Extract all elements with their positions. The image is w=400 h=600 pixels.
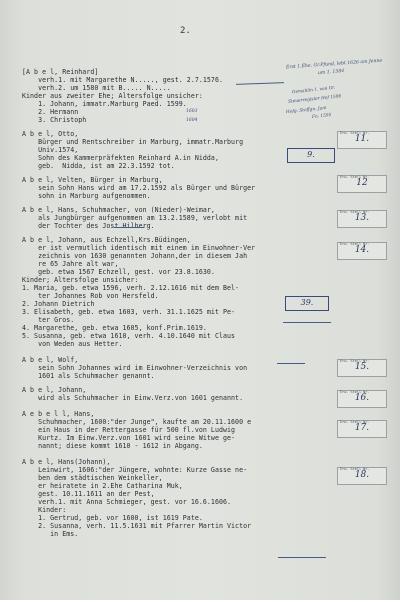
text-line: zeichnis von 1630 genannten Johann,der in diesem Jah [22, 252, 248, 260]
text-line: A e b e l l, Hans, [22, 410, 95, 418]
margin-number: 14. [354, 245, 370, 255]
text-line: gest. 10.11.1611 an der Pest, [22, 490, 155, 498]
margin-number-box [337, 210, 387, 228]
text-line: A b e l, Wolf, [22, 356, 79, 364]
margin-number-box [337, 242, 387, 260]
text-line: Bürger und Rentschreiber in Marburg, immatr.Marburg [22, 138, 244, 146]
text-line: Sohn des Kammerpräfekten Reinhard A.in Nidda, [22, 154, 219, 162]
margin-box-label: Erw. Stell Nr. [340, 467, 370, 471]
text-line: Schuhmacher, 1600:"der Junge", kaufte am 20.11.1600 e [22, 418, 252, 426]
handwritten-note: Erst 1.Ehe. Gr.Pfund, lebt 1626 am Jenne [285, 58, 383, 71]
margin-box-label: Erw. Stell Nr. [340, 390, 370, 394]
handwritten-note: um 1. 1584 [317, 68, 345, 77]
margin-box-label: Erw. Stell Nr. [340, 359, 370, 363]
text-line: der Tochter des Jost Hilberg. [22, 222, 155, 230]
handwritten-mark: 1603 [186, 109, 198, 114]
text-line: 3. Christoph [22, 116, 87, 124]
text-line: ein Haus in der Rettergasse für 500 fl.von Ludwig [22, 426, 236, 434]
text-line: Kinder aus zweiter Ehe; Altersfolge unsicher: [22, 92, 203, 100]
text-line: A b e l, Velten, Bürger in Marburg, [22, 176, 163, 184]
text-line: 1. Johann, immatr.Marburg Paed. 1599. [22, 100, 187, 108]
reference-box [287, 148, 335, 163]
text-line: Kinder: [22, 506, 67, 514]
handwritten-note: Fn. 1595 [311, 112, 332, 121]
margin-box-label: Erw. Stell Nr. [340, 420, 370, 424]
margin-number: 13. [354, 213, 370, 223]
text-line: nannt; diese kommt 1610 - 1612 in Abgang. [22, 442, 203, 450]
text-line: geb. Nidda, ist am 22.3.1592 tot. [22, 162, 175, 170]
text-line: A b e l, Hans(Johann), [22, 458, 111, 466]
text-line: ter Johannes Rob von Hersfeld. [22, 292, 159, 300]
text-line: A b e l, Johann, aus Echzell,Krs.Büdingen, [22, 236, 191, 244]
text-line: als Jungbürger aufgenommen am 13.2.1589, verlobt mit [22, 214, 248, 222]
margin-number-box [337, 390, 387, 408]
text-line: verh.1. mit Margarethe N....., gest. 2.7.1576. [22, 76, 223, 84]
margin-number: 17. [354, 423, 370, 433]
text-line: 4. Margarethe, geb. etwa 1605, konf.Prim.1619. [22, 324, 207, 332]
margin-number: 11. [354, 134, 370, 144]
text-line: [A b e l, Reinhard] [22, 68, 99, 76]
text-line: Univ.1574, [22, 146, 79, 154]
text-line: ben dem städtischen Weinkeller, [22, 474, 163, 482]
text-line: ter Gros. [22, 316, 75, 324]
reference-number: 39. [300, 298, 314, 307]
handwritten-underline [236, 82, 284, 85]
handwritten-underline [278, 557, 326, 558]
text-line: Kurtz. Im Einw.Verz.von 1601 wird seine Witwe ge- [22, 434, 236, 442]
margin-number: 18. [354, 470, 370, 480]
margin-number-box [337, 467, 387, 485]
text-line: re 65 Jahre alt war, [22, 260, 119, 268]
text-line: sein Sohn Johannes wird im Einwohner-Verzeichnis von [22, 364, 248, 372]
text-line: in Ems. [22, 530, 79, 538]
text-line: A b e l, Johann, [22, 386, 87, 394]
page-number: 2. [180, 26, 191, 36]
text-line: von Weden aus Hetter. [22, 340, 123, 348]
text-line: 1601 als Schuhmacher genannt. [22, 372, 155, 380]
text-line: 3. Elisabeth, geb. etwa 1603, verh. 31.1.1625 mit Pe- [22, 308, 236, 316]
text-line: verh.2. um 1580 mit B..... N..... [22, 84, 171, 92]
text-line: Leinwirt, 1606:"der Jüngere, wohnte: Kurze Gasse ne- [22, 466, 248, 474]
handwritten-note: Hofg. Stoffgn. Juni [285, 105, 327, 116]
handwritten-underline [283, 322, 331, 323]
margin-number-box [337, 175, 387, 193]
handwritten-underline [277, 363, 305, 364]
margin-number-box [337, 359, 387, 377]
reference-number: 9. [307, 150, 315, 159]
text-line: 5. Susanna, geb. etwa 1610, verh. 4.10.1640 mit Claus [22, 332, 236, 340]
text-line: geb. etwa 1567 Echzell, gest. vor 23.8.1630. [22, 268, 215, 276]
margin-number: 12 [356, 178, 368, 188]
text-line: sohn in Marburg aufgenommen. [22, 192, 151, 200]
margin-box-label: Erw. Stell Nr. [340, 210, 370, 214]
margin-box-label: Erw. Stell Nr. [340, 175, 370, 179]
text-line: 1. Maria, geb. etwa 1596, verh. 2.12.1616 mit dem Bel- [22, 284, 240, 292]
text-line: Kinder; Altersfolge unsicher: [22, 276, 139, 284]
text-line: A b e l, Hans, Schuhmacher, von (Nieder)-Weimar, [22, 206, 215, 214]
text-line: 1. Gertrud, geb. vor 1600, ist 1619 Pate. [22, 514, 203, 522]
reference-box [285, 296, 329, 311]
text-line: 2. Hermann [22, 108, 79, 116]
text-line: sein Sohn Hans wird am 17.2.1592 als Bürger und Bürger [22, 184, 256, 192]
margin-number: 16. [354, 393, 370, 403]
margin-number: 15. [354, 362, 370, 372]
handwritten-note: Steuerregister Hof 1596 [287, 94, 342, 105]
text-line: A b e l, Otto, [22, 130, 79, 138]
handwritten-mark: 1604 [186, 118, 198, 123]
margin-number-box [337, 131, 387, 149]
text-line: 2. Johann Dietrich [22, 300, 95, 308]
text-line: er ist vermutlich identisch mit einem im Einwohner-Ver [22, 244, 256, 252]
handwritten-underline [114, 227, 144, 228]
text-line: er heiratete in 2.Ehe Catharina Muk, [22, 482, 183, 490]
handwritten-note: Gemahlin 1. von Gr. [291, 85, 336, 96]
margin-number-box [337, 420, 387, 438]
text-line: verh.1. mit Anna Schmieger, gest. vor 16.6.1606. [22, 498, 232, 506]
margin-box-label: Erw. Stell Nr. [340, 242, 370, 246]
margin-box-label: Erw. Stell Nr. [340, 131, 370, 135]
text-line: 2. Susanna, verh. 11.5.1631 mit Pfarrer Martin Victor [22, 522, 252, 530]
text-line: wird als Schuhmacher in Einw.Verz.von 1601 genannt. [22, 394, 244, 402]
